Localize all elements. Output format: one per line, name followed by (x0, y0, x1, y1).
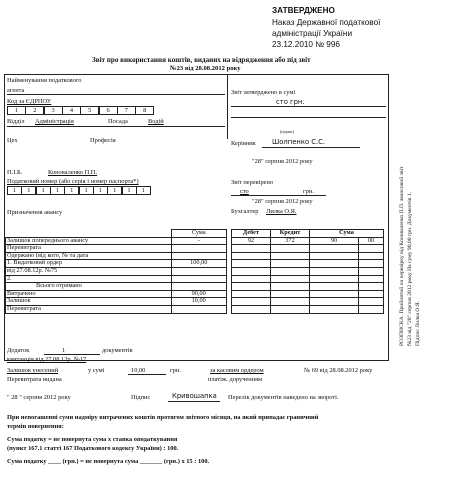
position-label: Посада (108, 118, 128, 125)
edrpou-cells (7, 106, 154, 115)
accountant-name: Лилка О.Я. (266, 208, 297, 215)
credit-cell: 372 (271, 237, 310, 245)
amount-kop-cell (359, 298, 384, 306)
head-label: Керівник (231, 140, 256, 147)
row-value: - (171, 237, 227, 245)
edrpou-digit: 7 (117, 106, 136, 115)
table-row (232, 237, 384, 245)
table-row (232, 245, 384, 253)
attachments-suffix: документів (102, 347, 133, 354)
debit-cell (232, 245, 271, 253)
credit-cell (271, 245, 310, 253)
amount-kop-cell (359, 245, 384, 253)
side-note-line-1: РОЗПИСКА. Прийнятий на перевірку від Коноваленко П.П. авансовий звіт (399, 166, 405, 346)
tax-digit: 1 (21, 186, 36, 195)
row-value (171, 305, 227, 313)
amount-cell (310, 283, 359, 291)
amount-cell (310, 305, 359, 313)
row-label: Залишок попереднього авансу (6, 237, 172, 245)
row-value (171, 275, 227, 283)
amount-cell (310, 290, 359, 298)
row-label: від 27.08.12р. №75 (6, 267, 172, 275)
signature-underline (168, 401, 220, 402)
table-row (6, 230, 227, 238)
tax-digit: 1 (7, 186, 22, 195)
edrpou-digit: 3 (44, 106, 63, 115)
approved-label: Звіт затверджено в сумі (231, 89, 296, 96)
summary-table (5, 229, 227, 314)
edrpou-digit: 8 (135, 106, 154, 115)
amount-kop-cell (359, 260, 384, 268)
debit-cell (232, 275, 271, 283)
amount-cell (310, 252, 359, 260)
dept-label: Відділ (7, 118, 25, 125)
row-value (171, 245, 227, 253)
row-label: Всього отримано (6, 283, 172, 291)
remainder-amount-prefix: у сумі (88, 367, 105, 374)
signature-label: Підпис (131, 394, 151, 401)
checked-amount: сто (240, 188, 249, 195)
head-signature-caption: (підпис) (280, 129, 295, 134)
pib-label: П.І.Б. (7, 169, 23, 176)
footer-line-1: При непогашенні суми надміру витрачених коштів протягом звітного місяця, на який припадає граничний (7, 414, 319, 421)
remainder-currency: грн. (170, 367, 181, 374)
debit-cell (232, 305, 271, 313)
overspend-label: Перевитрата видана (7, 376, 62, 383)
signature-value: Кривошапка (172, 392, 217, 400)
table-row (232, 305, 384, 313)
row-value: 90,00 (171, 290, 227, 298)
report-title: Звіт про використання коштів, виданих на відрядження або під звіт (92, 56, 311, 64)
credit-cell (271, 283, 310, 291)
credit-cell (271, 267, 310, 275)
table-row (232, 283, 384, 291)
row-label: 1. Видатковий ордер (6, 260, 172, 268)
row-label: Перевитрата (6, 305, 172, 313)
edrpou-digit: 4 (62, 106, 81, 115)
approved-amount: сто грн. (276, 98, 305, 106)
credit-cell (271, 275, 310, 283)
row-value: 10,00 (171, 298, 227, 306)
tax-digit: 1 (107, 186, 122, 195)
debit-cell (232, 283, 271, 291)
table-row (232, 267, 384, 275)
amount-kop-cell (359, 305, 384, 313)
head-name: Шолпенко С.С. (272, 138, 326, 146)
debit-cell: 92 (232, 237, 271, 245)
approval-line-2: адміністрації України (272, 29, 353, 38)
row-label: 2. (6, 275, 172, 283)
credit-cell (271, 260, 310, 268)
table-row (232, 252, 384, 260)
agent-name-underline (7, 94, 225, 95)
side-note-line-3: Підпис Лилка О.Я. (415, 301, 421, 346)
tax-digit: 1 (136, 186, 151, 195)
debit-cell (232, 260, 271, 268)
remainder-amount-underline (128, 374, 166, 375)
accountant-label: Бухгалтер (231, 208, 259, 215)
amount-cell (310, 267, 359, 275)
table-row (6, 267, 227, 275)
agent-name-label: Найменування податкового (7, 77, 82, 84)
position-value: Водій (148, 118, 164, 125)
purpose-label: Призначення авансу (7, 209, 63, 216)
signature-note: Перелік документів наведено на звороті. (228, 394, 339, 401)
debit-cell (232, 298, 271, 306)
agent-name-label-2: агента (7, 87, 25, 94)
credit-cell (271, 298, 310, 306)
attachments-prefix: Додаток (7, 347, 30, 354)
amount-kop-cell (359, 275, 384, 283)
checked-underline (231, 195, 326, 196)
sum-header: Сума (171, 230, 227, 238)
tax-digit: 1 (93, 186, 108, 195)
approved-underline-2 (231, 117, 386, 118)
form-divider (227, 74, 228, 139)
footer-formula-2: Сума податку ____ (грн.) = не повернута сума _______ (грн.) х 15 : 100. (7, 458, 210, 465)
report-number: №23 від 28.08.2012 року (170, 65, 241, 72)
tax-digit: 1 (36, 186, 51, 195)
credit-cell (271, 252, 310, 260)
amount-kop-cell (359, 290, 384, 298)
checked-label: Звіт перевірено (231, 179, 274, 186)
edrpou-label: Код за ЄДРПОУ (7, 98, 52, 105)
debit-cell (232, 267, 271, 275)
table-row (232, 275, 384, 283)
accounting-table (231, 229, 384, 314)
tax-digit: 1 (64, 186, 79, 195)
signature-date: " 28 " серпня 2012 року (7, 394, 71, 401)
credit-header: Кредит (271, 230, 310, 238)
edrpou-digit: 6 (99, 106, 118, 115)
amount-header: Сума (310, 230, 384, 238)
attachments-count-underline (44, 354, 100, 355)
approval-line-1: Наказ Державної податкової (272, 18, 381, 27)
approved-date: "28" серпня 2012 року (252, 158, 313, 165)
credit-cell (271, 305, 310, 313)
debit-cell (232, 290, 271, 298)
approved-underline (231, 106, 386, 107)
checked-date: "28" серпня 2012 року (252, 198, 313, 205)
amount-cell (310, 298, 359, 306)
remainder-amount: 10,00 (131, 367, 146, 374)
amount-cell: 90 (310, 237, 359, 245)
table-row (232, 230, 384, 238)
footer-formula-1b: (пункт 167.1 статті 167 Податкового кодексу України) : 100. (7, 445, 179, 452)
footer-line-2: термін повернення: (7, 423, 64, 430)
edrpou-digit: 2 (25, 106, 44, 115)
amount-kop-cell (359, 252, 384, 260)
side-note-line-2: №23 від "28" серпня 2012 року На суму 90,00 грн. Документів 1. (407, 191, 413, 346)
edrpou-digit: 5 (80, 106, 99, 115)
checked-currency: грн. (303, 188, 314, 195)
remainder-order-ref: № 69 від 28.08.2012 року (304, 367, 373, 374)
remainder-by-order: за касовим ордером (210, 367, 264, 374)
amount-kop-cell (359, 283, 384, 291)
tax-digit: 1 (79, 186, 94, 195)
table-row (6, 305, 227, 313)
amount-cell (310, 275, 359, 283)
table-row (232, 290, 384, 298)
row-value: 100,00 (171, 260, 227, 268)
profession-label: Професія (90, 137, 116, 144)
shop-label: Цех (7, 137, 18, 144)
dept-underline (7, 126, 225, 127)
tax-label: Податковий номер (або серія і номер паспорта*) (7, 178, 139, 185)
row-label: Витрачено (6, 290, 172, 298)
row-value (171, 267, 227, 275)
head-underline (262, 147, 360, 148)
credit-cell (271, 290, 310, 298)
debit-cell (232, 252, 271, 260)
attachments-count: 1 (62, 347, 66, 354)
tax-digit: 1 (122, 186, 137, 195)
attachments-receipt: квитанція від 27.08.12р. №17 (7, 356, 87, 363)
amount-cell (310, 245, 359, 253)
amount-kop-cell: 00 (359, 237, 384, 245)
remainder-label: Залишок унесений (7, 367, 59, 374)
amount-kop-cell (359, 267, 384, 275)
approval-title: ЗАТВЕРДЖЕНО (272, 6, 335, 15)
tax-number-cells (7, 186, 150, 195)
footer-formula-1a: Сума податку = не повернута сума х ставка оподаткування (7, 436, 178, 443)
payment-order-label: платіж. дорученням (208, 376, 263, 383)
debit-header: Дебет (232, 230, 271, 238)
row-label: Перевитрата (6, 245, 172, 253)
approval-line-3: 23.12.2010 № 996 (272, 40, 340, 49)
amount-cell (310, 260, 359, 268)
row-label: Одержано (від кого, № та дата (6, 252, 172, 260)
table-row (232, 260, 384, 268)
row-label: Залишок (6, 298, 172, 306)
dept-value: Адміністрація (35, 118, 74, 125)
edrpou-digit: 1 (7, 106, 26, 115)
pib-value: Коноваленко П.П. (48, 169, 98, 176)
table-row (232, 298, 384, 306)
tax-digit: 1 (50, 186, 65, 195)
